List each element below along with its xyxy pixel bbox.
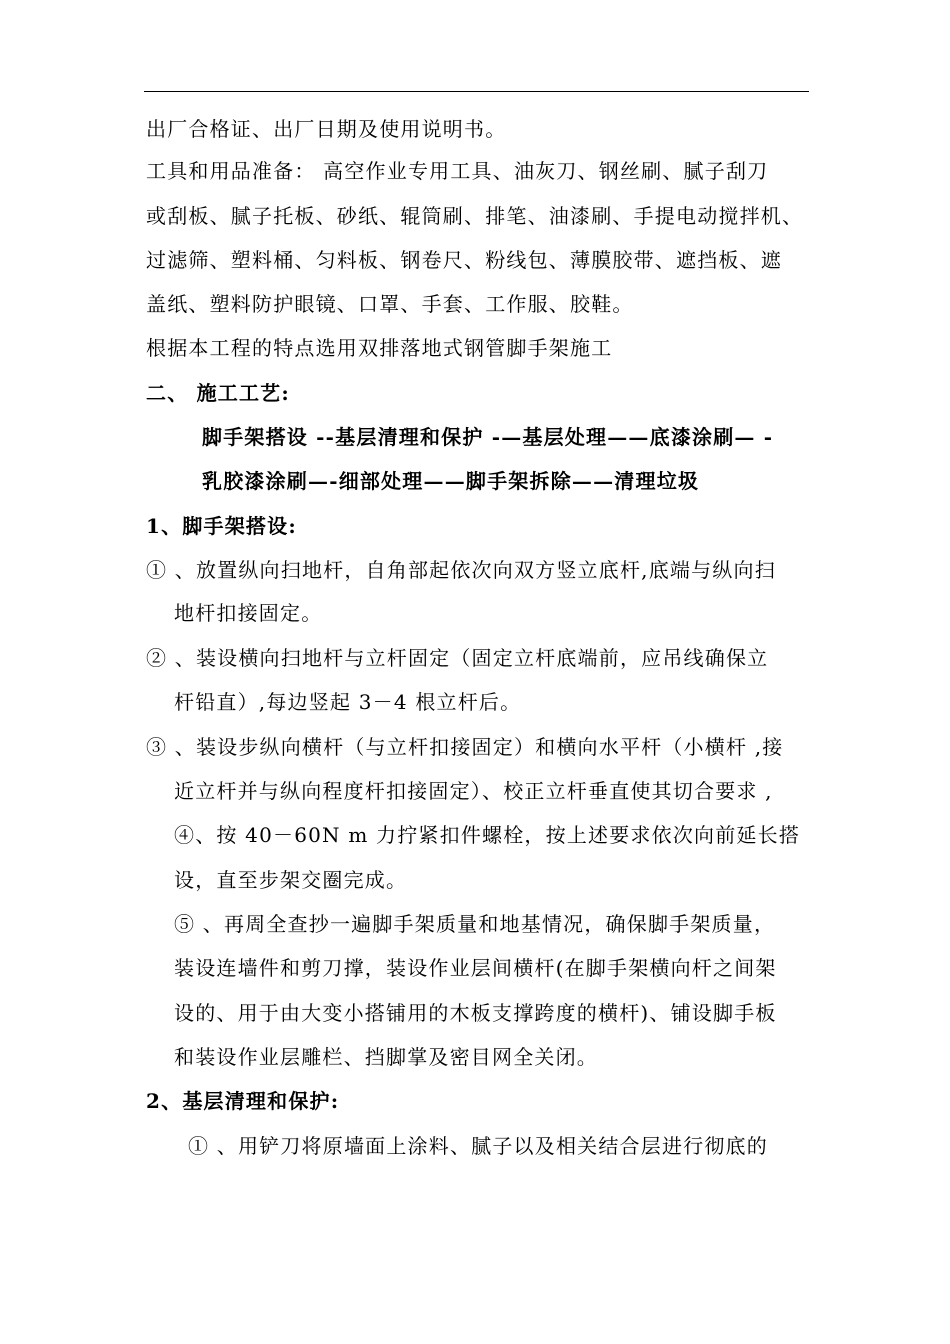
process-flow-line: 脚手架搭设 --基层清理和保护 -—基层处理——底漆涂刷— - <box>202 425 774 449</box>
header-rule <box>144 91 809 92</box>
text-line: ④、按 40－60N m 力拧紧扣件螺栓，按上述要求依次向前延长搭 <box>174 823 801 847</box>
subsection-heading: 2、基层清理和保护: <box>146 1089 340 1113</box>
text-line: ⑤ 、再周全查抄一遍脚手架质量和地基情况，确保脚手架质量， <box>174 912 776 936</box>
text-line: 和装设作业层雕栏、挡脚掌及密目网全关闭。 <box>174 1045 598 1069</box>
text-line: 设的、用于由大变小搭铺用的木板支撑跨度的横杆)、铺设脚手板 <box>174 1001 777 1025</box>
text-line: 根据本工程的特点选用双排落地式钢管脚手架施工 <box>146 336 613 360</box>
process-flow-line: 乳胶漆涂刷—-细部处理——脚手架拆除——清理垃圾 <box>202 469 700 493</box>
text-line: 地杆扣接固定。 <box>174 601 323 625</box>
text-line: 近立杆并与纵向程度杆扣接固定）、校正立杆垂直使其切合要求 , <box>174 779 773 803</box>
text-line: 工具和用品准备： 高空作业专用工具、油灰刀、钢丝刷、腻子刮刀 <box>146 159 769 183</box>
section-heading: 二、 施工工艺: <box>146 381 290 405</box>
text-line: 或刮板、腻子托板、砂纸、辊筒刷、排笔、油漆刷、手提电动搅拌机、 <box>146 204 804 228</box>
text-line: ③ 、装设步纵向横杆（与立杆扣接固定）和横向水平杆（小横杆 ,接 <box>146 735 784 759</box>
text-line: 出厂合格证、出厂日期及使用说明书。 <box>146 117 507 141</box>
text-line: 过滤筛、塑料桶、匀料板、钢卷尺、粉线包、薄膜胶带、遮挡板、遮 <box>146 248 782 272</box>
text-line: 装设连墙件和剪刀撑，装设作业层间横杆(在脚手架横向杆之间架 <box>174 956 777 980</box>
text-line: 杆铅直）,每边竖起 3－4 根立杆后。 <box>174 690 522 714</box>
text-line: 设，直至步架交圈完成。 <box>174 868 408 892</box>
text-line: ② 、装设横向扫地杆与立杆固定（固定立杆底端前，应吊线确保立 <box>146 646 769 670</box>
text-line: ① 、放置纵向扫地杆，自角部起依次向双方竖立底杆,底端与纵向扫 <box>146 558 776 582</box>
text-line: 盖纸、塑料防护眼镜、口罩、手套、工作服、胶鞋。 <box>146 292 634 316</box>
text-line: ① 、用铲刀将原墙面上涂料、腻子以及相关结合层进行彻底的 <box>188 1134 768 1158</box>
subsection-heading: 1、脚手架搭设: <box>146 514 297 538</box>
